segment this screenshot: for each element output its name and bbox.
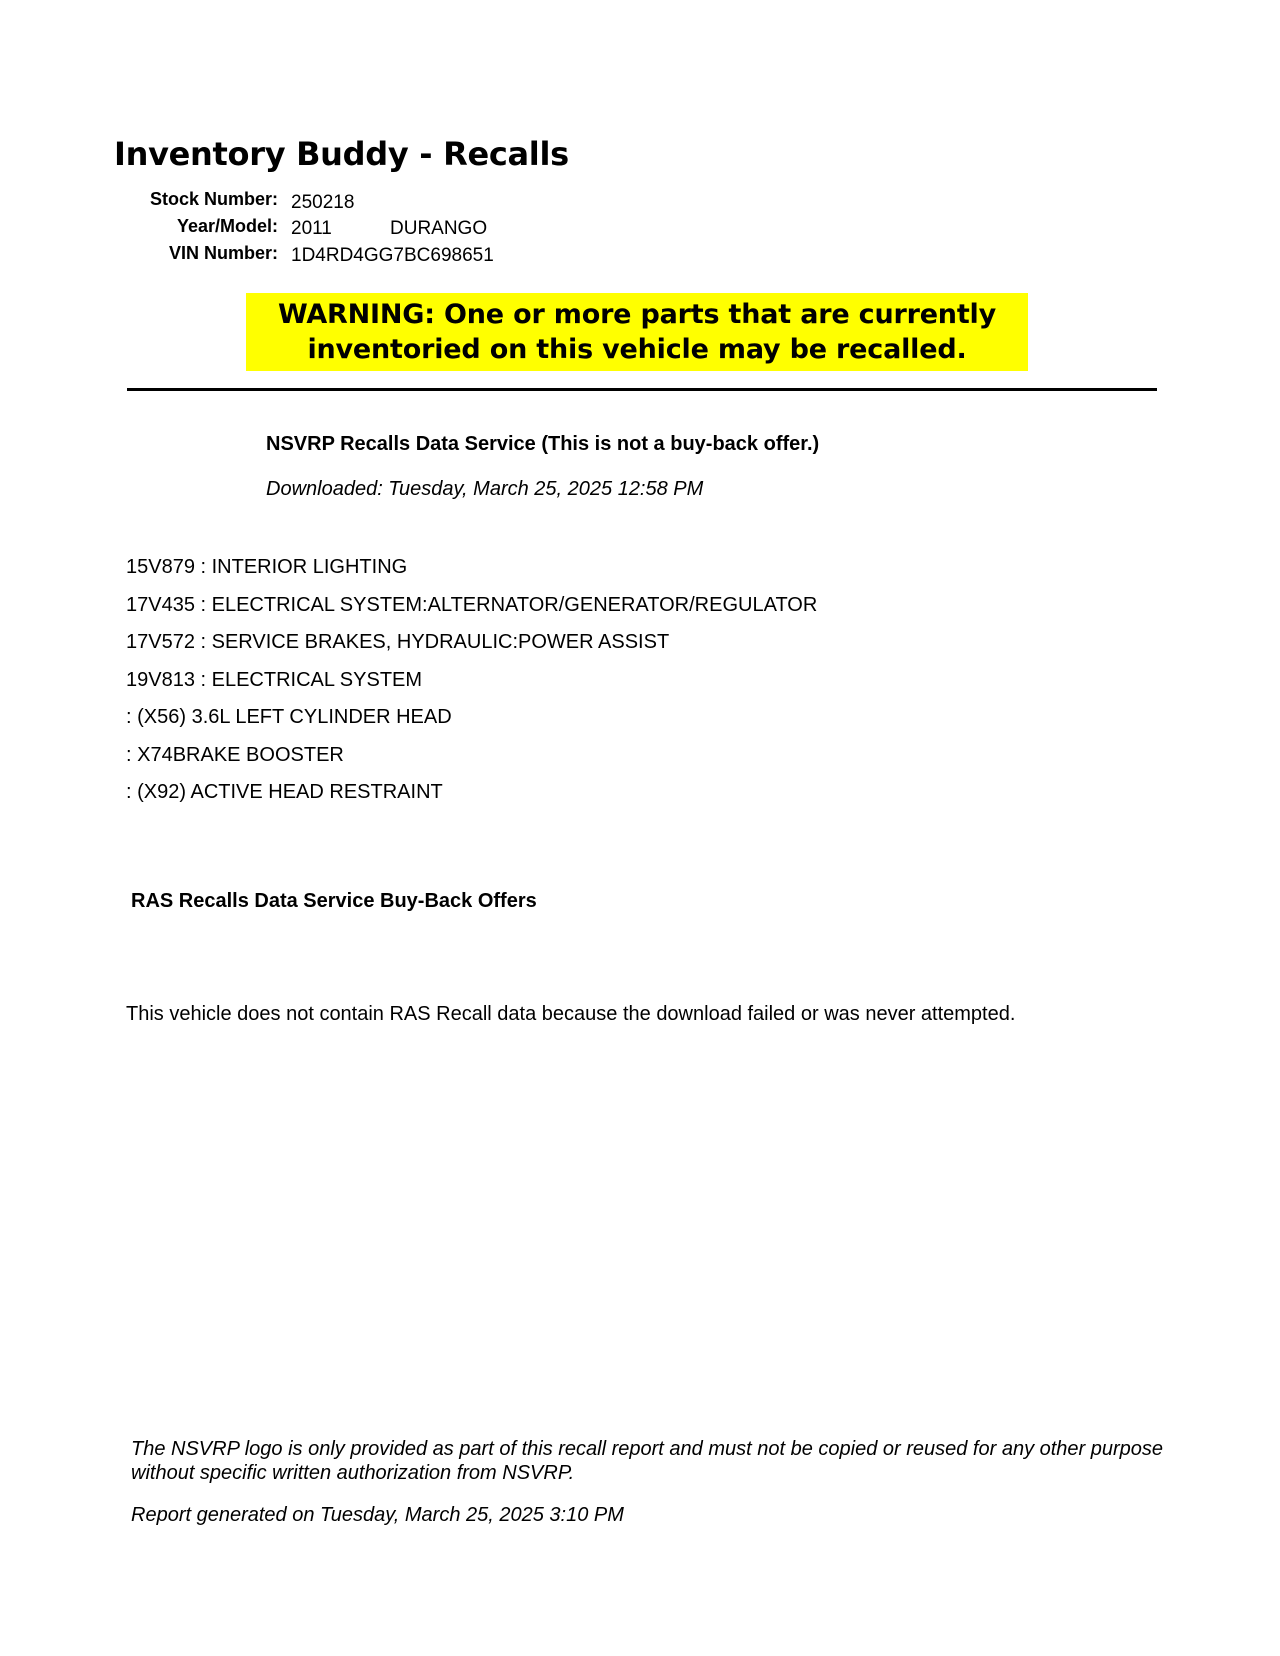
nsvrp-downloaded-timestamp: Downloaded: Tuesday, March 25, 2025 12:58 PM — [266, 478, 704, 500]
logo-disclaimer: The NSVRP logo is only provided as part of this recall report and must not be copied or reused for any other purpose without specific written authorization from NSVRP. — [131, 1438, 1164, 1484]
ras-status-message: This vehicle does not contain RAS Recall data because the download failed or was never attempted. — [126, 1003, 1016, 1025]
recall-item: : X74BRAKE BOOSTER — [126, 743, 344, 766]
section-divider — [127, 388, 1157, 391]
vin-number-value: 1D4RD4GG7BC698651 — [291, 245, 494, 266]
year-model-label: Year/Model: — [176, 216, 278, 236]
vehicle-model: DURANGO — [390, 218, 488, 239]
stock-number-label: Stock Number: — [149, 189, 278, 209]
nsvrp-section-heading: NSVRP Recalls Data Service (This is not a buy-back offer.) — [266, 433, 820, 455]
stock-number-value: 250218 — [291, 192, 355, 213]
report-title: Inventory Buddy - Recalls — [114, 135, 569, 173]
ras-section-heading: RAS Recalls Data Service Buy-Back Offers — [131, 890, 537, 912]
nsvrp-recall-list — [126, 557, 817, 820]
recall-item: : (X92) ACTIVE HEAD RESTRAINT — [126, 781, 443, 803]
recall-warning-line-2: inventoried on this vehicle may be recalled. — [307, 334, 967, 365]
recall-item: 15V879 : INTERIOR LIGHTING — [126, 556, 408, 578]
recall-item: : (X56) 3.6L LEFT CYLINDER HEAD — [126, 706, 452, 728]
recall-warning-banner — [246, 293, 1028, 371]
report-generated-timestamp: Report generated on Tuesday, March 25, 2025 3:10 PM — [131, 1504, 624, 1526]
recall-warning-line-1: WARNING: One or more parts that are currently — [277, 299, 996, 330]
vehicle-year: 2011 — [291, 218, 332, 239]
recall-item: 17V435 : ELECTRICAL SYSTEM:ALTERNATOR/GENERATOR/REGULATOR — [126, 593, 818, 616]
recall-item: 19V813 : ELECTRICAL SYSTEM — [126, 668, 423, 691]
recall-warning-text — [278, 297, 996, 367]
vin-number-label: VIN Number: — [168, 243, 278, 263]
recall-item: 17V572 : SERVICE BRAKES, HYDRAULIC:POWER ASSIST — [126, 631, 670, 653]
